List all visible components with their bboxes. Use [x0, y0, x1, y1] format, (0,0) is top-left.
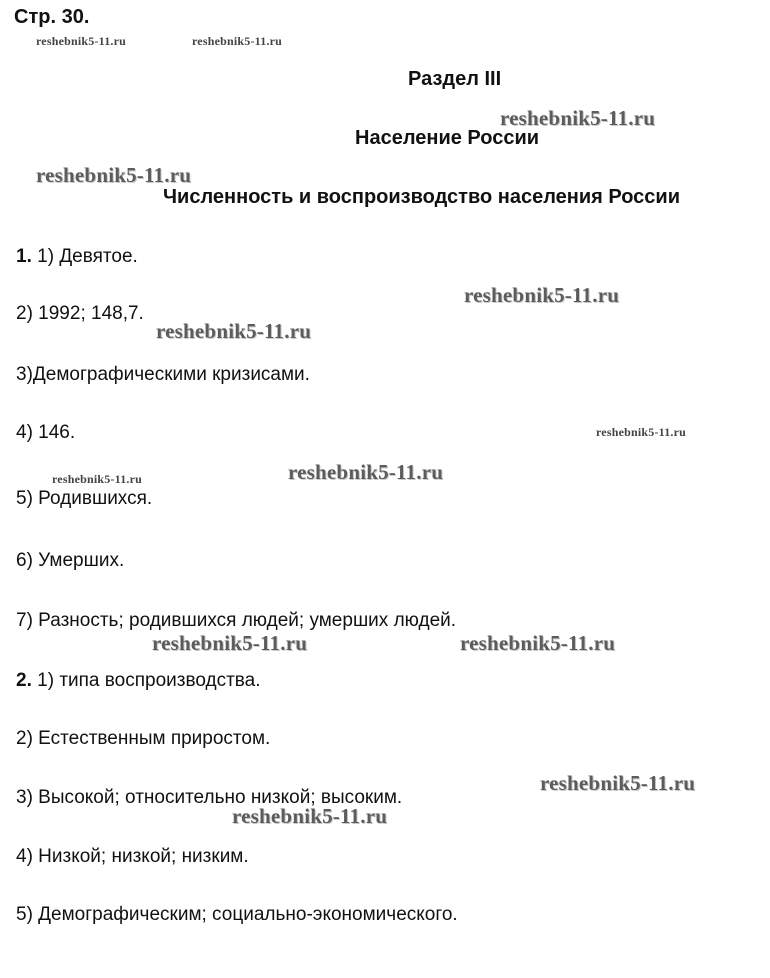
- task1-item-1: 1. 1) Девятое.: [16, 246, 138, 267]
- task2-item-1: 2. 1) типа воспроизводства.: [16, 670, 261, 691]
- watermark: reshebnik5-11.ru: [460, 631, 616, 655]
- task2-item-4: 4) Низкой; низкой; низким.: [16, 846, 249, 867]
- watermark: reshebnik5-11.ru: [540, 771, 696, 795]
- task1-item-5: 5) Родившихся.: [16, 488, 153, 509]
- task1-item-6: 6) Умерших.: [16, 550, 125, 571]
- watermark: reshebnik5-11.ru: [596, 425, 686, 439]
- chapter-heading: Население России: [355, 127, 540, 149]
- task2-item-5: 5) Демографическим; социально-экономического.: [16, 904, 458, 925]
- page-number: Стр. 30.: [14, 6, 90, 28]
- watermark: reshebnik5-11.ru: [500, 106, 656, 130]
- watermark: reshebnik5-11.ru: [36, 34, 126, 48]
- watermark: reshebnik5-11.ru: [152, 631, 308, 655]
- task1-item-7: 7) Разность; родившихся людей; умерших людей.: [16, 610, 457, 631]
- task2-item-3: 3) Высокой; относительно низкой; высоким.: [16, 787, 403, 808]
- task2-item-2: 2) Естественным приростом.: [16, 728, 271, 749]
- task1-item-3: 3)Демографическими кризисами.: [16, 364, 310, 385]
- topic-heading: Численность и воспроизводство населения России: [163, 186, 681, 208]
- watermark: reshebnik5-11.ru: [288, 460, 444, 484]
- task1-item-2: 2) 1992; 148,7.: [16, 303, 144, 324]
- watermark: reshebnik5-11.ru: [232, 804, 388, 828]
- watermark: reshebnik5-11.ru: [36, 163, 192, 187]
- watermark: reshebnik5-11.ru: [156, 319, 312, 343]
- watermark: reshebnik5-11.ru: [464, 283, 620, 307]
- task2-number: 2.: [16, 670, 32, 691]
- watermark: reshebnik5-11.ru: [192, 34, 282, 48]
- task1-number: 1.: [16, 246, 32, 267]
- task1-item-4: 4) 146.: [16, 422, 76, 443]
- watermark: reshebnik5-11.ru: [52, 472, 142, 486]
- section-heading: Раздел III: [408, 68, 502, 90]
